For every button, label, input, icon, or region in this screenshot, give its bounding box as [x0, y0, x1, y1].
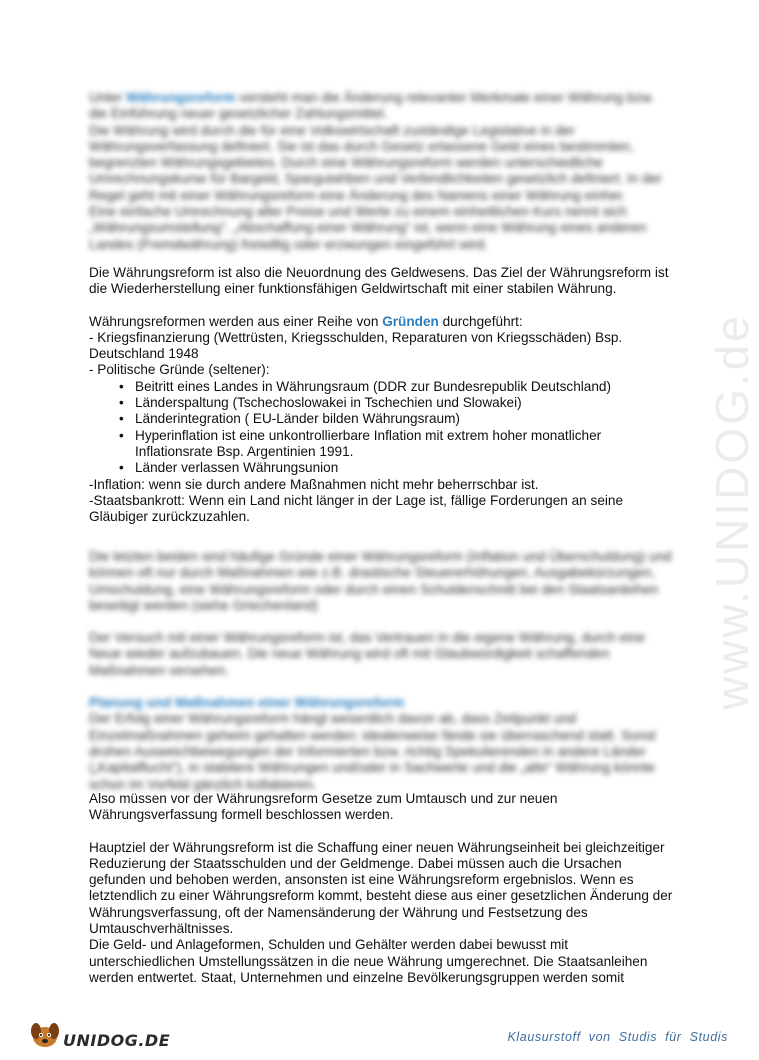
- blurred-paragraph: Der Erfolg einer Währungsreform hängt wesentlich davon ab, dass Zeitpunkt und Einzelmaßnahmen geheim gehalten werden; idealerweise fände sie überraschend statt. Sonst drohen Ausweichbewegungen der Informierten bzw. richtig Spekulierenden in andere Länder („Kapitalflucht“), in stabilere Währungen und/oder in Sachwerte und die „alte“ Währung könnte schon im Vorfeld gänzlich kollabieren.: [89, 711, 656, 792]
- list-item: • Länderspaltung (Tschechoslowakei in Tschechien und Slowakei): [119, 395, 674, 411]
- blurred-paragraph: Eine einfache Umrechnung aller Preise und Werte zu einem einheitlichen Kurs nennt sich „Währungsumstellung“. „Abschaffung einer Währung“ ist, wenn eine Währung eines anderen Landes (Fremdwährung) freiwillig oder erzwungen eingeführt wird.: [89, 204, 647, 252]
- blurred-middle: [89, 549, 674, 793]
- paragraph-geldformen: Die Geld- und Anlageformen, Schulden und Gehälter werden dabei bewusst mit unterschiedlichen Umstellungssätzen in die neue Währung umgerechnet. Die Staatsanleihen werden entwertet. Staat, Unternehmen und einzelne Bevölkerungsgruppen werden somit: [89, 937, 648, 985]
- blurred-paragraph: Unter Währungsreform versteht man die Änderung relevanter Merkmale einer Währung bzw. die Einführung neuer gesetzlicher Zahlungsmittel.: [89, 90, 655, 122]
- blurred-heading: Planung und Maßnahmen einer Währungsreform: [89, 695, 404, 711]
- paragraph-hauptziel: Hauptziel der Währungsreform ist die Schaffung einer neuen Währungseinheit bei gleichzeitiger Reduzierung der Staatsschulden und der Geldmenge. Dabei müssen auch die Ursachen gefunden und behoben werden, ansonsten ist eine Währungsreform ergebnislos. Wenn es letztendlich zu einer Währungsreform kommt, besteht diese aus einer gesetzlichen Änderung der Währungsverfassung, oft der Namensänderung der Währung und Festsetzung des Umtauschverhältnisses.: [89, 839, 673, 937]
- highlight-gruende: Gründen: [382, 313, 439, 329]
- dog-icon: [25, 1013, 65, 1053]
- paragraph-gruende: Währungsreformen werden aus einer Reihe von Gründen durchgeführt:: [89, 313, 523, 329]
- blurred-paragraph: Der Versuch mit einer Währungsreform ist, das Vertrauen in die eigene Währung, durch eine Neue wieder aufzubauen. Die neue Währung wird oft mit Glaubwürdigkeit schaffenden Maßnahmen versehen.: [89, 630, 646, 678]
- logo-text: UNIDOG.DE: [63, 1031, 171, 1050]
- line-inflation: -Inflation: wenn sie durch andere Maßnahmen nicht mehr beherrschbar ist.: [89, 476, 539, 492]
- list-item: • Beitritt eines Landes in Währungsraum (DDR zur Bundesrepublik Deutschland): [119, 379, 674, 395]
- line-staatsbankrott: -Staatsbankrott: Wenn ein Land nicht länger in der Lage ist, fällige Forderungen an seine Gläubiger zurückzuzahlen.: [89, 492, 624, 525]
- blurred-paragraph: Die letzten beiden sind häufige Gründe einer Währungsreform (Inflation und Überschuldung) und können oft nur durch Maßnahmen wie z.B. drastische Steuererhöhungen, Ausgabekürzungen, Umschuldung, eine Währungsreform oder durch einen Schuldenschnitt bei den Staatsanleihen beseitigt werden (siehe Griechenland): [89, 549, 672, 613]
- bullet-list: [89, 379, 674, 477]
- footer-logo: [25, 1013, 171, 1053]
- paragraph-neuordnung: Die Währungsreform ist also die Neuordnung des Geldwesens. Das Ziel der Währungsreform ist die Wiederherstellung einer funktionsfähigen Geldwirtschaft mit einer stabilen Währung.: [89, 265, 669, 297]
- paragraph-gesetze: Also müssen vor der Währungsreform Gesetze zum Umtausch und zur neuen Währungsverfassung formell beschlossen werden.: [89, 791, 558, 823]
- clear-section-2: [89, 791, 674, 986]
- blurred-paragraph: Die Währung wird durch die für eine Volkswirtschaft zuständige Legislative in der Währungsverfassung definiert. Sie ist das durch Gesetz erlassene Geld eines bestimmten, begrenzten Währungsgebietes. Durch eine Währungsreform werden unterschiedliche Umrechnungskurse für Bargeld, Spargutahben und Verbindlichkeiten gesetzlich definiert. In der Regel geht mit einer Währungsreform eine Änderung des Namens einer Währung einher.: [89, 122, 662, 203]
- clear-section-1: [89, 265, 674, 525]
- list-item: • Länderintegration ( EU-Länder bilden Währungsraum): [119, 411, 674, 427]
- list-item: • Länder verlassen Währungsunion: [119, 460, 674, 476]
- line-kriegsfinanzierung: - Kriegsfinanzierung (Wettrüsten, Kriegsschulden, Reparaturen von Kriegsschäden) Bsp. Deutschland 1948: [89, 329, 623, 362]
- blurred-intro: [89, 90, 674, 253]
- footer-slogan: Klausurstoff von Studis für Studis: [507, 1030, 728, 1044]
- line-politische-gruende: - Politische Gründe (seltener):: [89, 362, 270, 378]
- list-item: • Hyperinflation ist eine unkontrollierbare Inflation mit extrem hoher monatlicher Inflationsrate Bsp. Argentinien 1991.: [119, 428, 674, 461]
- highlight-term: Währungsreform: [126, 90, 236, 105]
- watermark: www.UNIDOG.de: [706, 313, 758, 710]
